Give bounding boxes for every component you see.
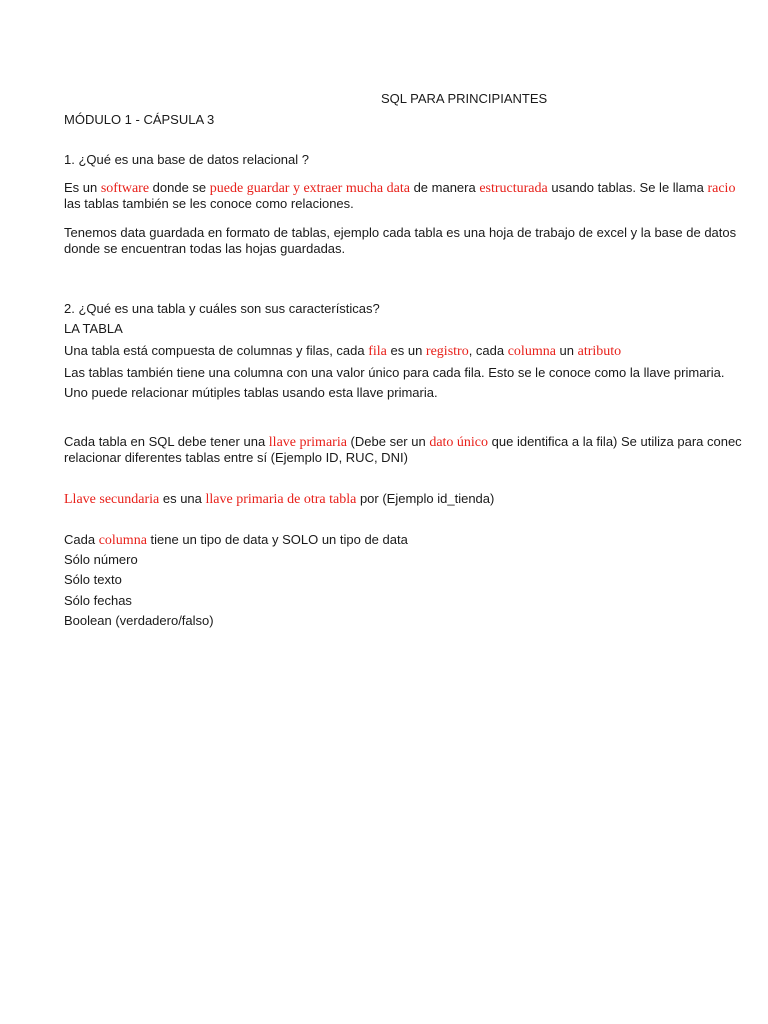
question-1-paragraph-1-line-1: Es un software donde se puede guardar y extraer mucha data de manera estructurada usando tablas. Se le llama racio xyxy=(64,180,736,196)
highlight-columna: columna xyxy=(507,344,556,359)
highlight-llave-primaria-otra-tabla: llave primaria de otra tabla xyxy=(205,492,357,507)
data-type-item: Sólo número xyxy=(64,552,138,567)
highlight-estructurada: estructurada xyxy=(479,181,548,196)
data-type-item: Boolean (verdadero/falso) xyxy=(64,613,214,628)
highlight-registro: registro xyxy=(425,344,469,359)
highlight-dato-unico: dato único xyxy=(429,435,489,450)
question-2-paragraph-1: Una tabla está compuesta de columnas y filas, cada fila es un registro, cada columna un atributo xyxy=(64,343,622,359)
highlight-fila: fila xyxy=(368,344,387,359)
question-2-paragraph-2: Las tablas también tiene una columna con una valor único para cada fila. Esto se le conoce como la llave primaria. xyxy=(64,365,725,380)
llave-primaria-paragraph-line-2: relacionar diferentes tablas entre sí (Ejemplo ID, RUC, DNI) xyxy=(64,450,408,465)
module-label: MÓDULO 1 - CÁPSULA 3 xyxy=(64,112,215,127)
llave-secundaria-paragraph: Llave secundaria es una llave primaria de otra tabla por (Ejemplo id_tienda) xyxy=(64,491,495,507)
highlight-guardar-extraer: puede guardar y extraer mucha data xyxy=(209,181,410,196)
la-tabla-subheading: LA TABLA xyxy=(64,321,123,336)
question-1-heading: 1. ¿Qué es una base de datos relacional ? xyxy=(64,152,309,167)
question-1-paragraph-2-line-1: Tenemos data guardada en formato de tablas, ejemplo cada tabla es una hoja de trabajo de excel y la base de datos xyxy=(64,225,737,240)
data-type-item: Sólo fechas xyxy=(64,593,132,608)
llave-primaria-paragraph-line-1: Cada tabla en SQL debe tener una llave primaria (Debe ser un dato único que identifica a la fila) Se utiliza para conec xyxy=(64,434,742,450)
highlight-software: software xyxy=(100,181,150,196)
highlight-llave-primaria: llave primaria xyxy=(268,435,347,450)
highlight-llave-secundaria: Llave secundaria xyxy=(64,492,160,507)
column-type-paragraph: Cada columna tiene un tipo de data y SOLO un tipo de data xyxy=(64,532,408,548)
highlight-atributo: atributo xyxy=(577,344,622,359)
question-2-paragraph-3: Uno puede relacionar mútiples tablas usando esta llave primaria. xyxy=(64,385,438,400)
question-1-paragraph-1-line-2: las tablas también se les conoce como relaciones. xyxy=(64,196,354,211)
question-2-heading: 2. ¿Qué es una tabla y cuáles son sus características? xyxy=(64,301,380,316)
document-title: SQL PARA PRINCIPIANTES xyxy=(381,91,548,106)
data-type-item: Sólo texto xyxy=(64,572,122,587)
highlight-relacional: racio xyxy=(707,181,736,196)
highlight-columna-type: columna xyxy=(98,533,147,548)
question-1-paragraph-2-line-2: donde se encuentran todas las hojas guardadas. xyxy=(64,241,346,256)
